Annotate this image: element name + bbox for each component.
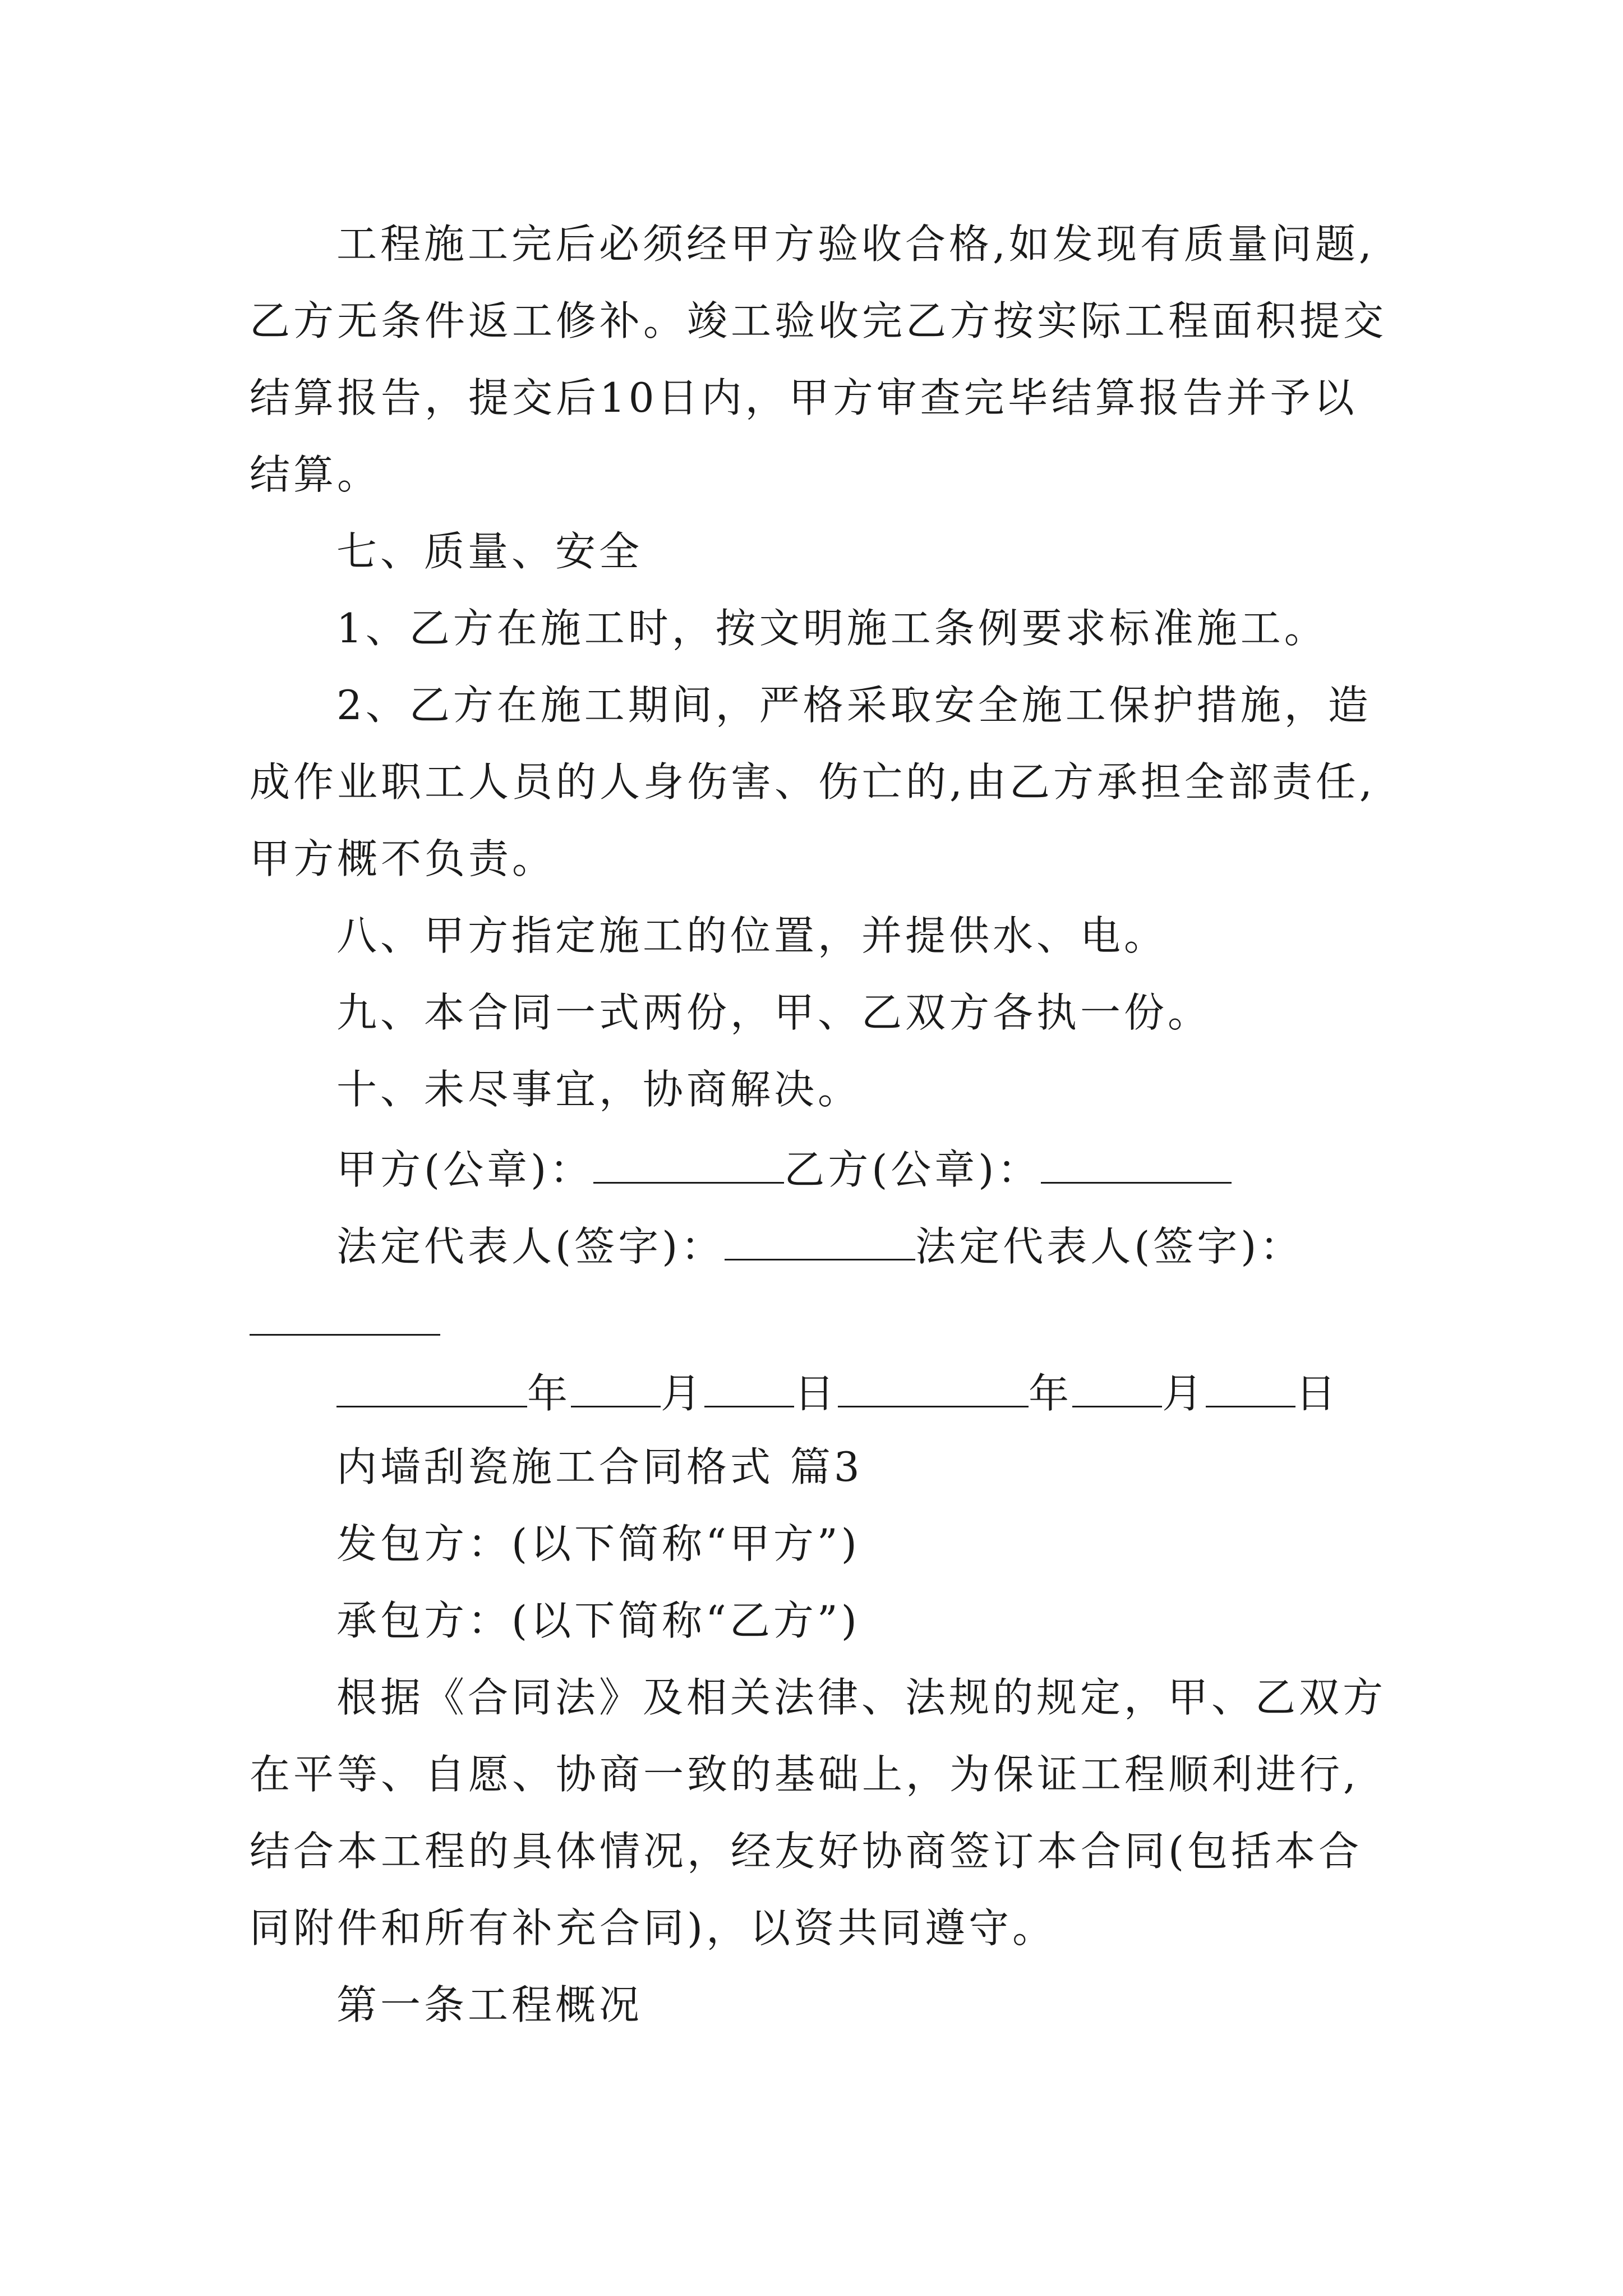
issuer-line: 发包方：(以下简称“甲方”) bbox=[336, 1520, 860, 1567]
date-b-day-label: 日 bbox=[1295, 1370, 1340, 1417]
party-a-rep-label: 法定代表人(签字)： bbox=[336, 1223, 725, 1270]
paragraph-line: 结算。 bbox=[250, 451, 381, 498]
list-item: 1、乙方在施工时，按文明施工条例要求标准施工。 bbox=[336, 605, 1328, 652]
paragraph-line: 根据《合同法》及相关法律、法规的规定，甲、乙双方 bbox=[336, 1674, 1387, 1721]
section-heading: 八、甲方指定施工的位置，并提供水、电。 bbox=[336, 912, 1168, 959]
date-b-month-blank bbox=[1072, 1362, 1162, 1407]
party-b-rep-label: 法定代表人(签字)： bbox=[915, 1223, 1304, 1270]
date-b-year-label: 年 bbox=[1029, 1370, 1073, 1417]
party-b-seal-label: 乙方(公章)： bbox=[784, 1146, 1041, 1193]
party-a-seal-label: 甲方(公章)： bbox=[336, 1146, 594, 1193]
article-heading: 第一条工程概况 bbox=[336, 1981, 643, 2028]
paragraph-line: 乙方无条件返工修补。竣工验收完乙方按实际工程面积提交 bbox=[250, 297, 1387, 344]
section-heading: 十、未尽事宜，协商解决。 bbox=[336, 1066, 862, 1113]
list-item: 2、乙方在施工期间，严格采取安全施工保护措施，造 bbox=[336, 682, 1372, 729]
signature-line-rep bbox=[336, 1215, 1303, 1274]
paragraph-line: 结算报告，提交后10日内，甲方审查完毕结算报告并予以 bbox=[250, 374, 1358, 421]
contractor-line: 承包方：(以下简称“乙方”) bbox=[336, 1597, 860, 1644]
section-heading: 九、本合同一式两份，甲、乙双方各执一份。 bbox=[336, 989, 1212, 1036]
date-b-month-label: 月 bbox=[1162, 1370, 1206, 1417]
date-line bbox=[336, 1362, 1339, 1421]
date-a-day-blank bbox=[704, 1362, 794, 1407]
paragraph-line: 成作业职工人员的人身伤害、伤亡的,由乙方承担全部责任, bbox=[250, 758, 1376, 806]
paragraph-line: 甲方概不负责。 bbox=[250, 835, 556, 882]
date-b-day-blank bbox=[1206, 1362, 1295, 1407]
document-section-title: 内墙刮瓷施工合同格式 篇3 bbox=[336, 1443, 863, 1490]
date-a-day-label: 日 bbox=[794, 1370, 838, 1417]
party-a-rep-blank bbox=[725, 1215, 915, 1260]
party-b-rep-blank bbox=[250, 1334, 440, 1336]
party-a-seal-blank bbox=[593, 1138, 784, 1184]
date-a-month-label: 月 bbox=[661, 1370, 705, 1417]
date-a-year-blank bbox=[336, 1362, 527, 1407]
paragraph-line: 同附件和所有补充合同)，以资共同遵守。 bbox=[250, 1904, 1057, 1952]
signature-line-seal bbox=[336, 1138, 1232, 1198]
section-heading: 七、质量、安全 bbox=[336, 528, 643, 575]
paragraph-line: 在平等、自愿、协商一致的基础上，为保证工程顺利进行, bbox=[250, 1751, 1359, 1798]
date-a-month-blank bbox=[571, 1362, 661, 1407]
party-b-seal-blank bbox=[1041, 1138, 1232, 1184]
date-a-year-label: 年 bbox=[527, 1370, 571, 1417]
date-b-year-blank bbox=[838, 1362, 1029, 1407]
paragraph-line: 结合本工程的具体情况，经友好协商签订本合同(包括本合 bbox=[250, 1828, 1363, 1875]
paragraph-line: 工程施工完后必须经甲方验收合格,如发现有质量问题, bbox=[336, 220, 1375, 268]
